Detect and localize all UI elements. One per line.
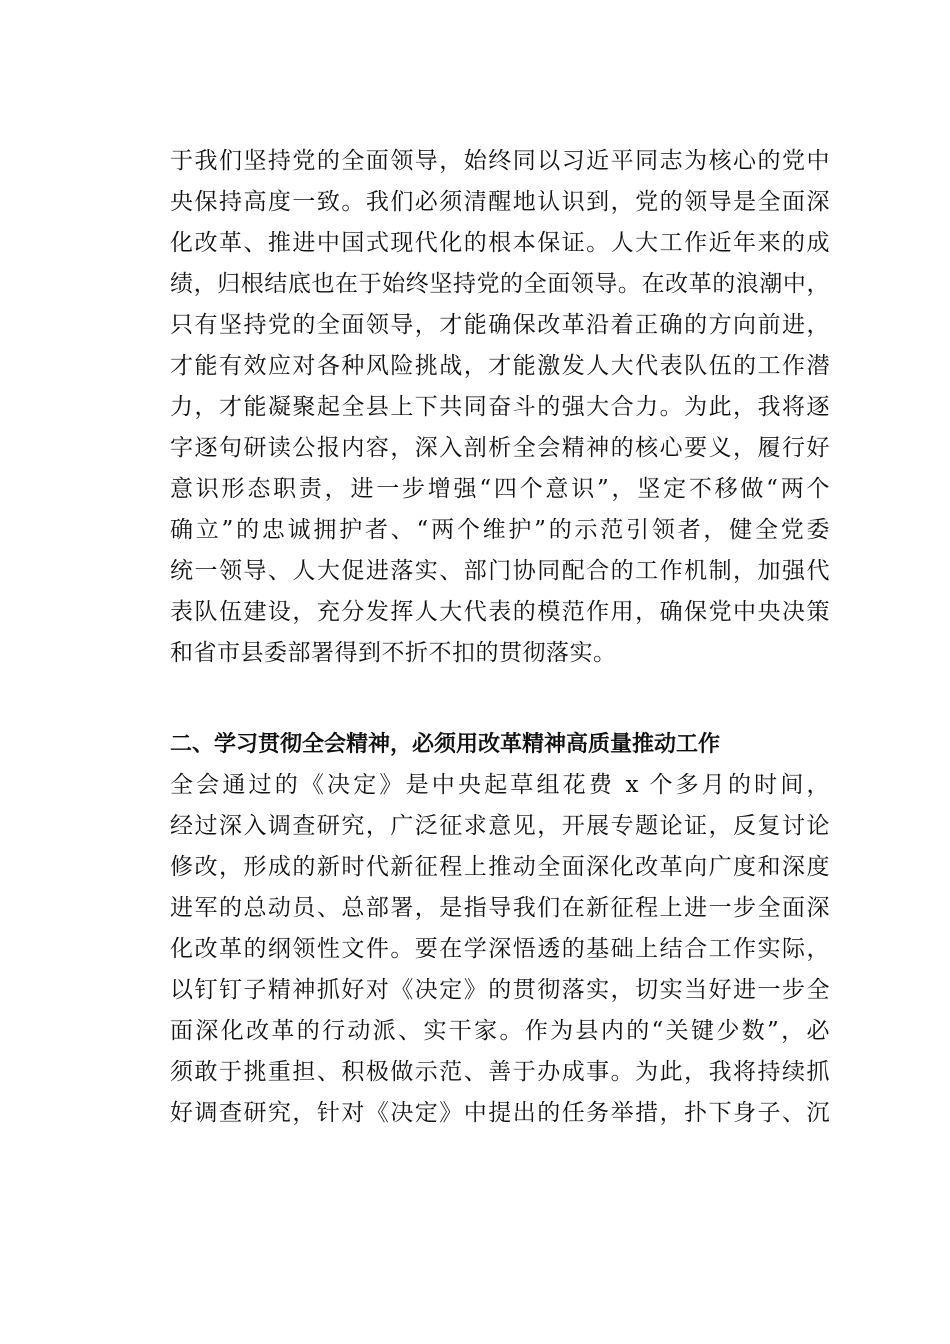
paragraph-line: 只有坚持党的全面领导，才能确保改革沿着正确的方向前进， xyxy=(170,312,830,338)
paragraph-line: 和省市县委部署得到不折不扣的贯彻落实。 xyxy=(170,640,617,666)
paragraph-line: 化改革、推进中国式现代化的根本保证。人大工作近年来的成 xyxy=(170,230,830,256)
paragraph-line: 好调查研究，针对《决定》中提出的任务举措，扑下身子、沉 xyxy=(170,1100,830,1126)
paragraph-line: 表队伍建设，充分发挥人大代表的模范作用，确保党中央决策 xyxy=(170,599,830,625)
paragraph-line: 意识形态职责，进一步增强“四个意识”，坚定不移做“两个 xyxy=(170,476,830,502)
paragraph-line: 以钉钉子精神抓好对《决定》的贯彻落实，切实当好进一步全 xyxy=(170,977,830,1003)
paragraph-line: 力，才能凝聚起全县上下共同奋斗的强大合力。为此，我将逐 xyxy=(170,394,830,420)
paragraph-line: 确立”的忠诚拥护者、“两个维护”的示范引领者，健全党委 xyxy=(170,517,830,543)
paragraph-line: 须敢于挑重担、积极做示范、善于办成事。为此，我将持续抓 xyxy=(170,1059,830,1085)
paragraph-line: 经过深入调查研究，广泛征求意见，开展专题论证，反复讨论 xyxy=(170,813,830,839)
paragraph-line: 进军的总动员、总部署，是指导我们在新征程上进一步全面深 xyxy=(170,895,830,921)
paragraph-line: 统一领导、人大促进落实、部门协同配合的工作机制，加强代 xyxy=(170,558,830,584)
paragraph-line: 修改，形成的新时代新征程上推动全面深化改革向广度和深度 xyxy=(170,854,830,880)
paragraph-line: 面深化改革的行动派、实干家。作为县内的“关键少数”，必 xyxy=(170,1018,830,1044)
paragraph-line: 全会通过的《决定》是中央起草组花费 x 个多月的时间， xyxy=(170,772,830,798)
section-heading xyxy=(170,724,830,765)
paragraph-line: 于我们坚持党的全面领导，始终同以习近平同志为核心的党中 xyxy=(170,148,830,174)
paragraph-line: 绩，归根结底也在于始终坚持党的全面领导。在改革的浪潮中， xyxy=(170,271,830,297)
section-heading-text: 二、学习贯彻全会精神，必须用改革精神高质量推动工作 xyxy=(170,732,721,757)
paragraph-line: 化改革的纲领性文件。要在学深悟透的基础上结合工作实际， xyxy=(170,936,830,962)
paragraph-line: 央保持高度一致。我们必须清醒地认识到，党的领导是全面深 xyxy=(170,189,830,215)
paragraph-line: 才能有效应对各种风险挑战，才能激发人大代表队伍的工作潜 xyxy=(170,353,830,379)
paragraph-2 xyxy=(170,765,830,1134)
paragraph-1 xyxy=(170,141,830,674)
paragraph-line: 字逐句研读公报内容，深入剖析全会精神的核心要义，履行好 xyxy=(170,435,830,461)
